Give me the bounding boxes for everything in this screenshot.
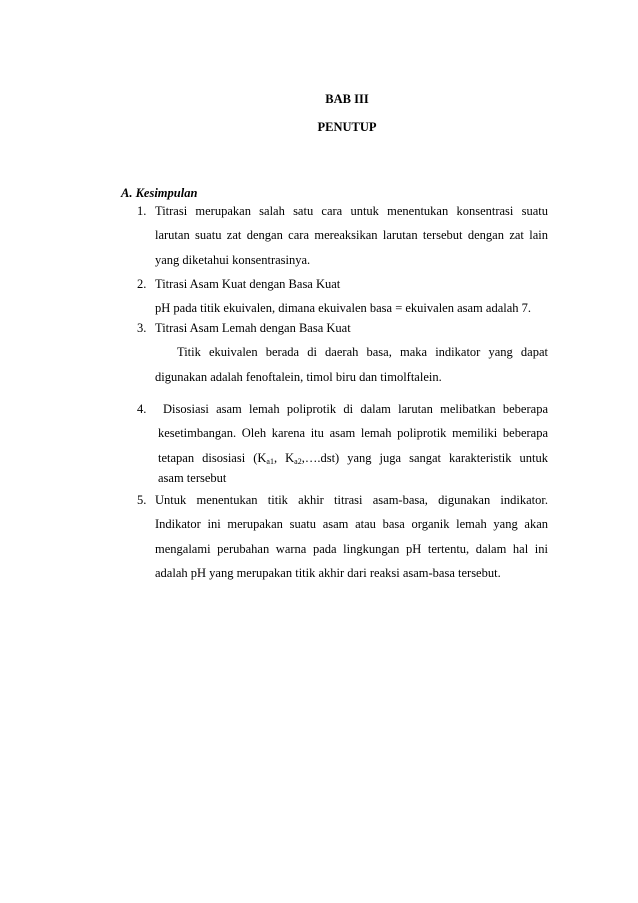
subscript: a1 (266, 456, 274, 466)
list-item-line: kesetimbangan. Oleh karena itu asam lemah poliprotik memiliki beberapa (158, 426, 548, 441)
list-item-line: asam tersebut (158, 471, 227, 486)
list-item (155, 488, 548, 586)
list-item-line: mengalami perubahan warna pada lingkungan pH tertentu, dalam hal ini (155, 541, 548, 556)
list-item-line: Titrasi merupakan salah satu cara untuk menentukan konsentrasi suatu (155, 204, 548, 218)
list-item (155, 316, 548, 389)
list-item-line: Indikator ini merupakan suatu asam atau basa organik lemah yang akan (155, 517, 548, 532)
text-segment: ,….dst) yang juga sangat karakteristik untuk (301, 450, 548, 465)
list-item-line: pH pada titik ekuivalen, dimana ekuivalen basa = ekuivalen asam adalah 7. (155, 301, 532, 316)
list-item-line: digunakan adalah fenoftalein, timol biru dan timolftalein. (155, 369, 442, 384)
list-item-line: larutan suatu zat dengan cara mereaksikan larutan tersebut dengan zat lain (155, 228, 548, 243)
list-item-number: 3. (137, 321, 147, 335)
text-segment: , K (273, 450, 295, 465)
list-item-line: Titrasi Asam Lemah dengan Basa Kuat (155, 321, 351, 335)
list-item-line: adalah pH yang merupakan titik akhir dari reaksi asam-basa tersebut. (155, 566, 501, 581)
list-item (155, 272, 548, 321)
chapter-title: PENUTUP (317, 120, 377, 134)
list-item-number: 2. (137, 277, 147, 291)
list-item-line: Untuk menentukan titik akhir titrasi asam-basa, digunakan indikator. (155, 493, 548, 507)
text-segment: tetapan disosiasi (K (158, 450, 267, 465)
section-heading: A. Kesimpulan (121, 186, 198, 200)
list-item (158, 397, 548, 491)
list-item-number: 4. (137, 402, 147, 416)
chapter-label: BAB III (325, 92, 369, 106)
list-item-line: Disosiasi asam lemah poliprotik di dalam larutan melibatkan beberapa (163, 402, 548, 416)
list-item-line: Titrasi Asam Kuat dengan Basa Kuat (155, 277, 341, 291)
subscript: a2 (294, 456, 302, 466)
list-item-line: yang diketahui konsentrasinya. (155, 252, 311, 267)
list-item-line: Titik ekuivalen berada di daerah basa, maka indikator yang dapat (177, 345, 548, 360)
list-item (155, 199, 548, 272)
list-item-number: 5. (137, 493, 147, 507)
list-item-number: 1. (137, 204, 147, 218)
